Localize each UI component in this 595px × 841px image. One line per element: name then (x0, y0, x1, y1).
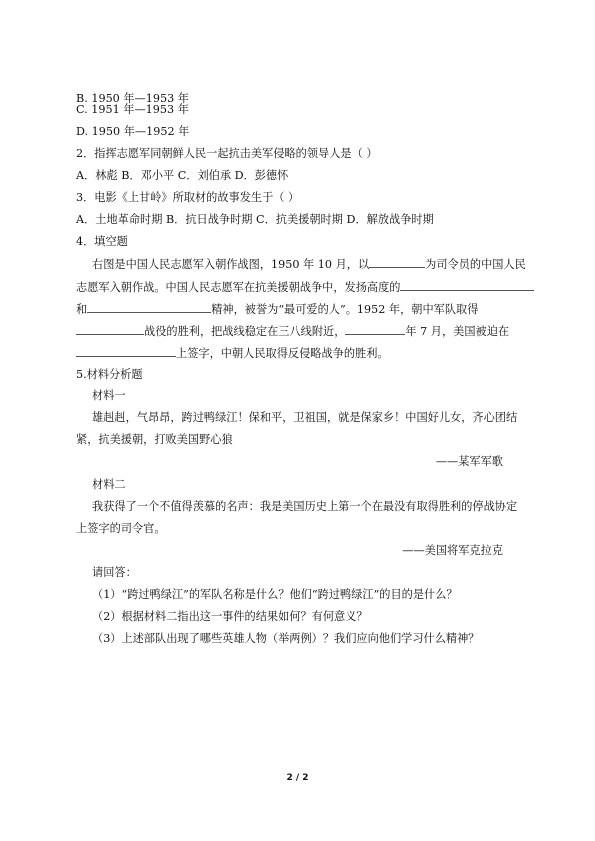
sub-question-2: （2）根据材料二指出这一事件的结果如何？有何意义？ (92, 610, 368, 623)
q4-line-1-text-a: 右图是中国人民志愿军入朝作战图，1950 年 10 月，以 (92, 258, 370, 271)
answer-blank-battle[interactable] (76, 323, 144, 335)
q2-stem: 2．指挥志愿军同朝鲜人民一起抗击美军侵略的领导人是（ ） (76, 147, 378, 160)
q4-line-4 (76, 323, 509, 339)
material-1-line-1: 雄赳赳，气昂昂，跨过鸭绿江！保和平，卫祖国，就是保家乡！中国好儿女，齐心团结 (92, 411, 518, 424)
q1-option-b: B. 1950 年—1953 年 (76, 92, 189, 105)
material-1-line-2: 紧，抗美援朝，打败美国野心狼 (76, 433, 233, 446)
q2-options: A．林彪 B．邓小平 C．刘伯承 D．彭德怀 (76, 169, 289, 182)
q4-line-2-text: 志愿军入朝作战。中国人民志愿军在抗美援朝战争中，发扬高度的 (76, 281, 401, 294)
answer-blank-spirit-2[interactable] (87, 301, 211, 313)
material-2-line-2: 上签字的司令官。 (76, 522, 166, 535)
q4-line-3-text-b: 精神，被誉为“最可爱的人”。1952 年，朝中军队取得 (211, 303, 479, 316)
q4-line-4-text-b: 年 7 月，美国被迫在 (405, 325, 510, 338)
answer-blank-agreement[interactable] (76, 345, 176, 357)
answer-blank-commander[interactable] (369, 256, 425, 268)
answer-blank-spirit-1[interactable] (400, 279, 534, 291)
q3-stem: 3．电影《上甘岭》所取材的故事发生于（ ） (76, 191, 300, 204)
sub-question-3: （3）上述部队出现了哪些英雄人物（举两例）？我们应向他们学习什么精神？ (92, 632, 480, 645)
material-2-source: ——美国将军克拉克 (402, 544, 503, 557)
material-2-line-1: 我获得了一个不值得羡慕的名声：我是美国历史上第一个在最没有取得胜利的停战协定 (92, 500, 518, 513)
material-1-source: ——某军军歌 (435, 455, 503, 468)
q4-line-3-text-a: 和 (76, 303, 88, 316)
sub-question-1: （1）“跨过鸭绿江”的军队名称是什么？他们“跨过鸭绿江”的目的是什么？ (92, 588, 458, 601)
q4-line-4-text-a: 战役的胜利，把战线稳定在三八线附近， (144, 325, 346, 338)
material-2-title: 材料二 (92, 478, 126, 491)
material-1-title: 材料一 (92, 389, 126, 402)
q1-option-d: D. 1950 年—1952 年 (76, 125, 190, 138)
q5-heading: 5.材料分析题 (76, 368, 143, 381)
q3-options: A．土地革命时期 B．抗日战争时期 C．抗美援朝时期 D．解放战争时期 (76, 213, 434, 226)
q4-line-3 (76, 301, 478, 317)
answer-prompt: 请回答： (92, 566, 137, 579)
q4-line-5 (76, 345, 389, 361)
q4-line-1 (92, 256, 526, 272)
q4-line-5-text: 上签字，中朝人民取得反侵略战争的胜利。 (176, 347, 389, 360)
q1-option-c: C. 1951 年—1953 年 (76, 103, 189, 116)
q4-line-2 (76, 279, 534, 295)
q4-heading: 4．填空题 (76, 235, 128, 248)
page-number: 2 / 2 (286, 773, 309, 783)
q4-line-1-text-b: 为司令员的中国人民 (425, 258, 526, 271)
answer-blank-year[interactable] (345, 323, 405, 335)
